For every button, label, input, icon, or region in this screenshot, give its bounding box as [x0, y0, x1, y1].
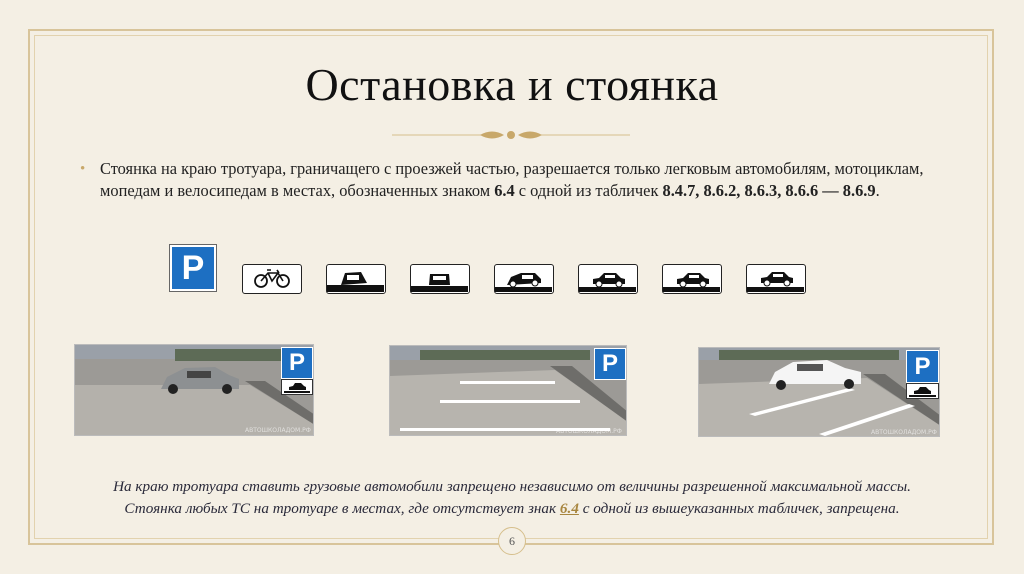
bullet-text-part: Стоянка на краю тротуара, граничащего с проезжей частью, разрешается только легковым автомобилям, мотоциклам, мопедам и велосипедам в местах, обозначенных знаком	[100, 159, 924, 200]
bullet-text-part: с одной из табличек	[514, 181, 663, 200]
bullet-text	[100, 158, 940, 202]
photo-watermark: АВТОШКОЛАДОМ.РФ	[556, 428, 622, 435]
car-kerb-icon	[326, 264, 386, 294]
car-side-icon	[281, 379, 313, 395]
note-line-1: На краю тротуара ставить грузовые автомобили запрещено независимо от величины разрешенной максимальной массы.	[113, 478, 911, 495]
car-side-icon	[906, 383, 939, 399]
parking-sign-letter: P	[288, 349, 305, 376]
slide-title: Остановка и стоянка	[305, 59, 719, 110]
bullet-dot: •	[80, 161, 86, 177]
note-text	[40, 476, 984, 520]
photo-watermark: АВТОШКОЛАДОМ.РФ	[245, 427, 311, 434]
note-text-part: Стоянка любых ТС на тротуаре в местах, где отсутствует знак	[124, 500, 560, 517]
parking-sign-icon	[906, 350, 939, 383]
bullet-item	[80, 158, 940, 202]
car-side-raised-icon	[746, 264, 806, 294]
car-side-platform-icon	[662, 264, 722, 294]
sign-link[interactable]: 6.4	[559, 500, 579, 517]
car-flat-icon	[410, 264, 470, 294]
parking-sign-letter: P	[181, 248, 205, 287]
sign-reference: 6.4	[494, 181, 515, 200]
parking-photo-3	[698, 347, 940, 437]
title-ornament	[392, 126, 630, 144]
page-number: 6	[498, 527, 526, 555]
car-tilted-icon	[494, 264, 554, 294]
bicycle-icon	[242, 264, 302, 294]
parking-photo-1	[74, 344, 314, 436]
parking-sign-icon	[170, 245, 216, 291]
photo-watermark: АВТОШКОЛАДОМ.РФ	[871, 429, 937, 436]
parking-sign-letter: P	[601, 350, 618, 377]
bullet-text-part: .	[875, 181, 880, 200]
note-line-2	[40, 498, 984, 520]
plates-reference: 8.4.7, 8.6.2, 8.6.3, 8.6.6 — 8.6.9	[662, 181, 876, 200]
note-text-part: с одной из вышеуказанных табличек, запрещена.	[578, 500, 900, 517]
parking-sign-icon	[281, 347, 313, 379]
parking-sign-letter: P	[914, 352, 931, 380]
parking-photo-2	[389, 345, 627, 436]
car-side-icon	[578, 264, 638, 294]
parking-sign-icon	[594, 348, 626, 380]
